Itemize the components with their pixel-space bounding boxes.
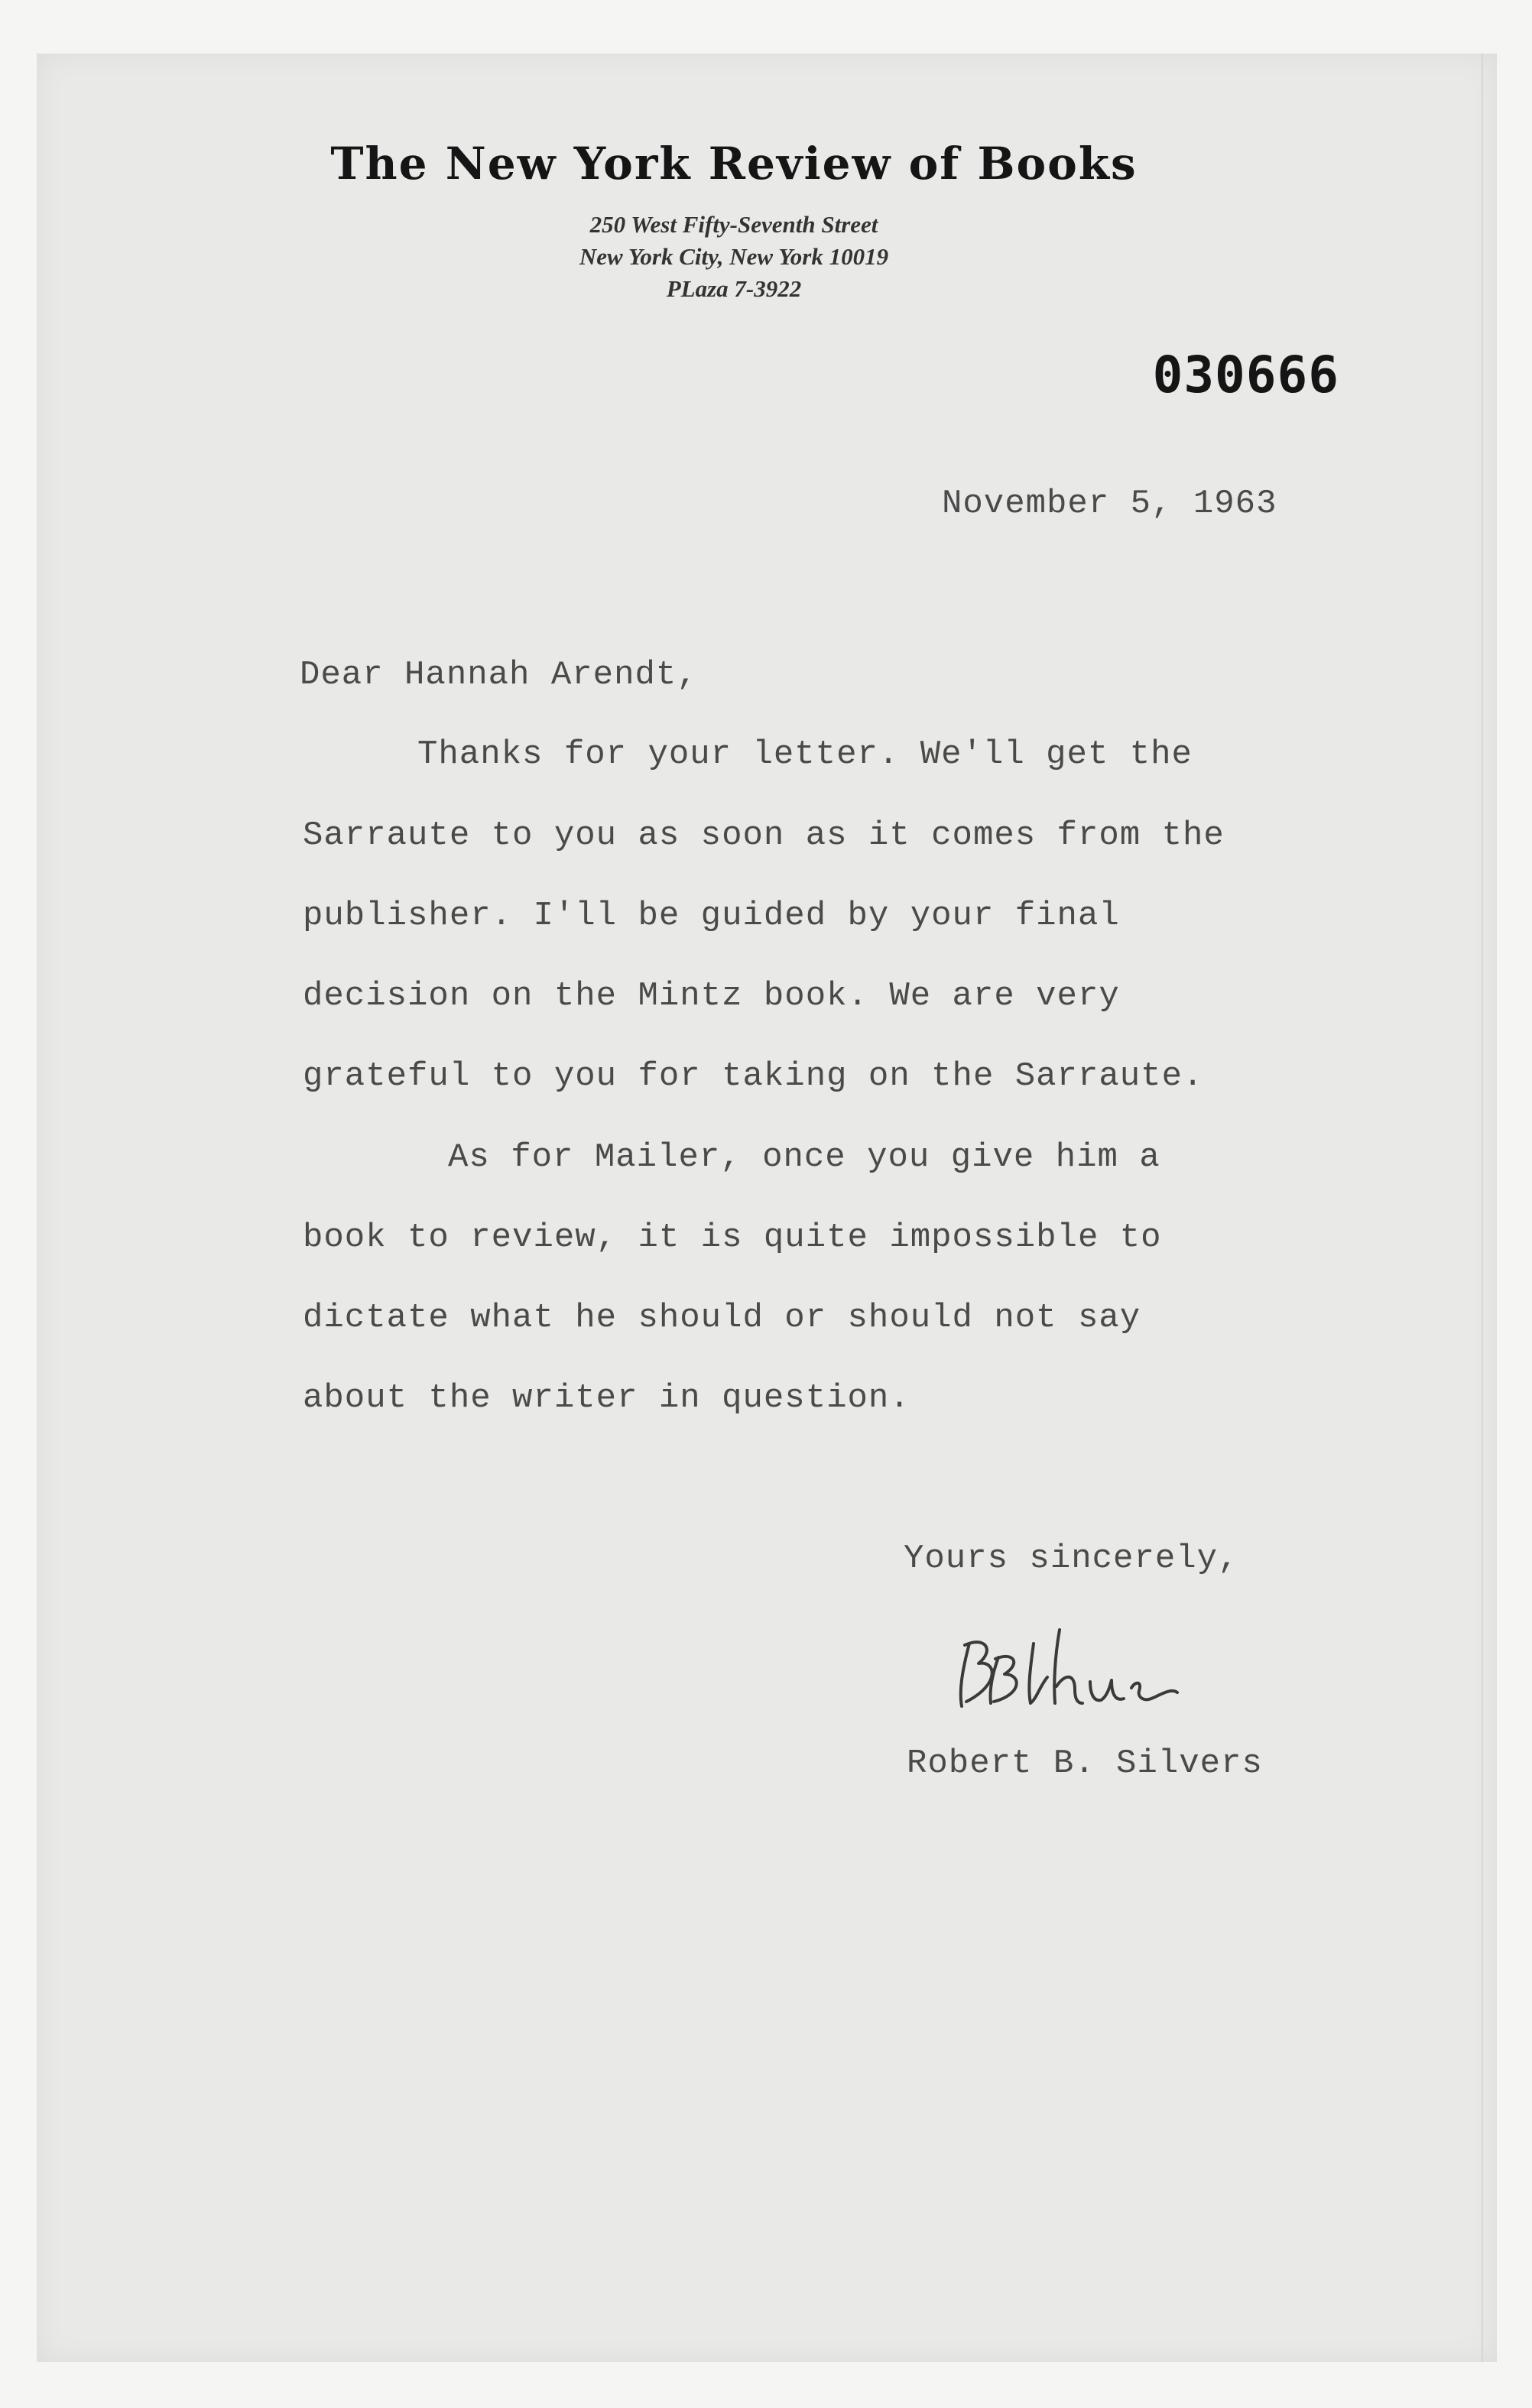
- closing: Yours sincerely,: [904, 1540, 1239, 1578]
- body-line: publisher. I'll be guided by your final: [303, 897, 1120, 935]
- body-line: grateful to you for taking on the Sarraute.: [303, 1057, 1204, 1095]
- letterhead-phone: PLaza 7-3922: [666, 275, 802, 302]
- sheet-edge: [1482, 54, 1483, 2362]
- body-line: Sarraute to you as soon as it comes from the: [303, 816, 1225, 855]
- signature-name: Robert B. Silvers: [907, 1744, 1263, 1783]
- body-line: about the writer in question.: [303, 1379, 910, 1417]
- document-number: 030666: [1152, 346, 1339, 404]
- salutation: Dear Hannah Arendt,: [300, 656, 698, 694]
- letter-date: November 5, 1963: [942, 485, 1277, 523]
- letterhead-address-line2: New York City, New York 10019: [579, 243, 889, 270]
- letterhead-address-line1: 250 West Fifty-Seventh Street: [589, 211, 878, 238]
- handwritten-signature: [948, 1613, 1208, 1728]
- body-line: As for Mailer, once you give him a: [448, 1138, 1160, 1176]
- body-line: book to review, it is quite impossible to: [303, 1219, 1162, 1257]
- letterhead-title: The New York Review of Books: [330, 138, 1138, 190]
- body-line: dictate what he should or should not say: [303, 1299, 1141, 1337]
- body-line: Thanks for your letter. We'll get the: [417, 735, 1193, 774]
- body-line: decision on the Mintz book. We are very: [303, 977, 1120, 1015]
